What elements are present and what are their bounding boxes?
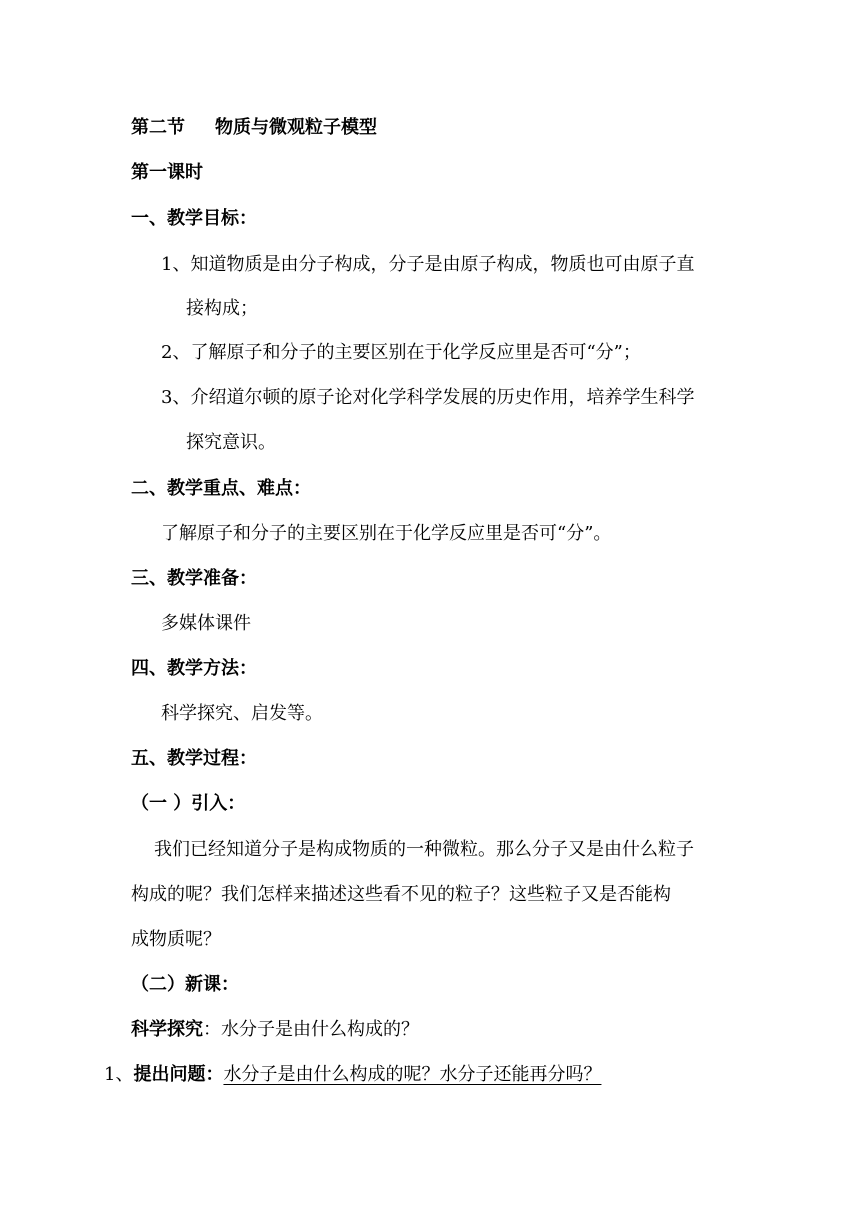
step-1-label: 提出问题： [133,1064,224,1085]
methods-text: 科学探究、启发等。 [161,703,323,724]
objective-3-line-1: 3、介绍道尔顿的原子论对化学科学发展的历史作用，培养学生科学 [161,387,695,408]
objective-3-line-2: 探究意识。 [186,432,276,453]
section-number: 第二节 [131,117,185,138]
step-1-number: 1、 [104,1064,134,1085]
preparation-text: 多媒体课件 [161,613,251,634]
lesson-label: 第一课时 [131,162,203,183]
objective-1-line-2: 接构成； [186,298,258,319]
new-lesson-heading: （二）新课： [131,974,239,995]
step-1-question: 水分子是由什么构成的呢？水分子还能再分吗？ [223,1064,602,1085]
intro-heading: （一 ）引入： [131,793,246,814]
intro-line-2: 构成的呢？我们怎样来描述这些看不见的粒子？这些粒子又是否能构 [131,884,671,905]
inquiry-text: ：水分子是由什么构成的？ [203,1019,419,1040]
key-points-text: 了解原子和分子的主要区别在于化学反应里是否可“分”。 [161,523,612,544]
step-1-line [104,1063,601,1087]
objective-2: 2、了解原子和分子的主要区别在于化学反应里是否可“分”； [161,342,641,363]
intro-line-1: 我们已经知道分子是构成物质的一种微粒。那么分子又是由什么粒子 [154,839,694,860]
methods-heading: 四、教学方法： [131,658,257,679]
process-heading: 五、教学过程： [131,748,257,769]
intro-line-3: 成物质呢？ [131,929,221,950]
key-points-heading: 二、教学重点、难点： [131,478,311,499]
inquiry-label: 科学探究 [131,1019,203,1040]
section-title [131,116,377,140]
section-name: 物质与微观粒子模型 [215,117,377,138]
inquiry-line [131,1018,419,1042]
preparation-heading: 三、教学准备： [131,568,257,589]
objectives-heading: 一、教学目标： [131,208,257,229]
objective-1-line-1: 1、知道物质是由分子构成，分子是由原子构成，物质也可由原子直 [161,254,695,275]
